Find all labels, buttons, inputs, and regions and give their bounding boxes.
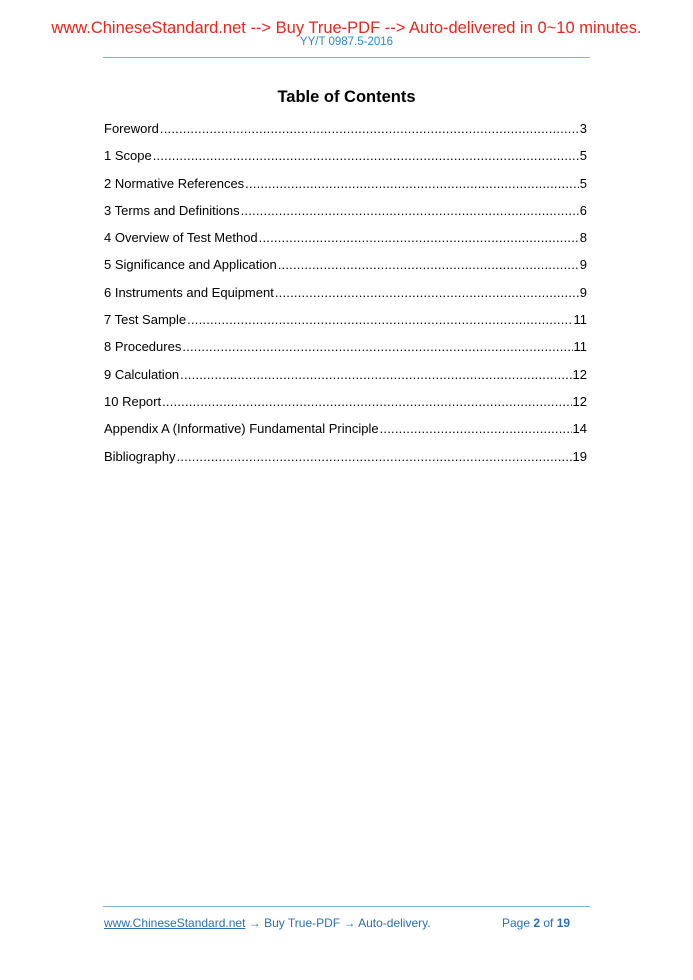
toc-entry-report[interactable] — [104, 394, 587, 421]
toc-entry-label: Foreword — [104, 121, 159, 136]
dot-leader — [241, 203, 579, 219]
toc-entry-page: 6 — [579, 202, 587, 218]
toc-entry-page: 9 — [579, 284, 587, 300]
dot-leader — [180, 367, 571, 383]
current-page-number: 2 — [533, 916, 541, 930]
dot-leader — [162, 394, 571, 410]
toc-entry-page: 12 — [572, 393, 587, 409]
toc-entry-label: 3 Terms and Definitions — [104, 202, 240, 218]
dot-leader — [278, 257, 579, 273]
dot-leader — [275, 285, 579, 301]
toc-entry-page: 3 — [579, 121, 587, 136]
footer-divider — [103, 906, 590, 907]
toc-entry-terms-and-definitions[interactable] — [104, 203, 587, 230]
footer-tagline: → Buy True-PDF → Auto-delivery. — [245, 916, 431, 930]
toc-entry-page: 11 — [573, 339, 587, 355]
toc-entry-page: 9 — [579, 257, 587, 273]
footer-promo — [104, 916, 431, 930]
toc-entry-page: 5 — [579, 175, 587, 191]
toc-entry-label: 1 Scope — [104, 148, 152, 164]
dot-leader — [259, 230, 579, 246]
page-indicator — [502, 916, 570, 930]
toc-entry-page: 11 — [573, 312, 587, 328]
toc-entry-bibliography[interactable] — [104, 449, 587, 476]
toc-title: Table of Contents — [277, 88, 416, 106]
toc-entry-label: Appendix A (Informative) Fundamental Principle — [104, 421, 379, 437]
of-word: of — [540, 916, 557, 930]
dot-leader — [187, 312, 572, 328]
toc-entry-page: 8 — [579, 230, 587, 246]
toc-entry-overview-of-test-method[interactable] — [104, 230, 587, 257]
table-of-contents — [104, 121, 587, 476]
toc-entry-label: 2 Normative References — [104, 175, 245, 191]
footer-link[interactable]: www.ChineseStandard.net — [104, 916, 246, 930]
toc-entry-significance-and-application[interactable] — [104, 257, 587, 284]
toc-entry-normative-references[interactable] — [104, 176, 587, 203]
toc-entry-page: 5 — [579, 148, 587, 164]
page-word: Page — [502, 916, 534, 930]
dot-leader — [245, 176, 579, 192]
toc-entry-procedures[interactable] — [104, 339, 587, 366]
toc-entry-test-sample[interactable] — [104, 312, 587, 339]
header-divider — [103, 57, 590, 58]
toc-entry-appendix-a[interactable] — [104, 421, 587, 448]
toc-entry-page: 19 — [572, 448, 587, 464]
toc-entry-scope[interactable] — [104, 148, 587, 175]
toc-entry-label: 4 Overview of Test Method — [104, 230, 258, 246]
toc-entry-label: 9 Calculation — [104, 366, 180, 382]
toc-entry-foreword[interactable] — [104, 121, 587, 148]
dot-leader — [160, 121, 579, 137]
toc-entry-calculation[interactable] — [104, 367, 587, 394]
toc-entry-label: 5 Significance and Application — [104, 257, 277, 273]
toc-entry-label: 7 Test Sample — [104, 312, 187, 328]
dot-leader — [153, 148, 579, 164]
total-pages-number: 19 — [556, 916, 571, 930]
toc-entry-label: 10 Report — [104, 393, 162, 409]
promo-banner[interactable]: www.ChineseStandard.net --> Buy True-PDF --> Auto-delivered in 0~10 minutes. — [51, 19, 642, 37]
dot-leader — [177, 449, 572, 465]
toc-entry-label: 8 Procedures — [104, 339, 182, 355]
standard-code: YY/T 0987.5-2016 — [299, 36, 394, 48]
toc-entry-label: Bibliography — [104, 448, 176, 464]
dot-leader — [182, 339, 572, 355]
toc-entry-page: 12 — [572, 366, 587, 382]
toc-entry-instruments-and-equipment[interactable] — [104, 285, 587, 312]
dot-leader — [380, 421, 572, 437]
toc-entry-page: 14 — [572, 421, 587, 437]
toc-entry-label: 6 Instruments and Equipment — [104, 284, 274, 300]
